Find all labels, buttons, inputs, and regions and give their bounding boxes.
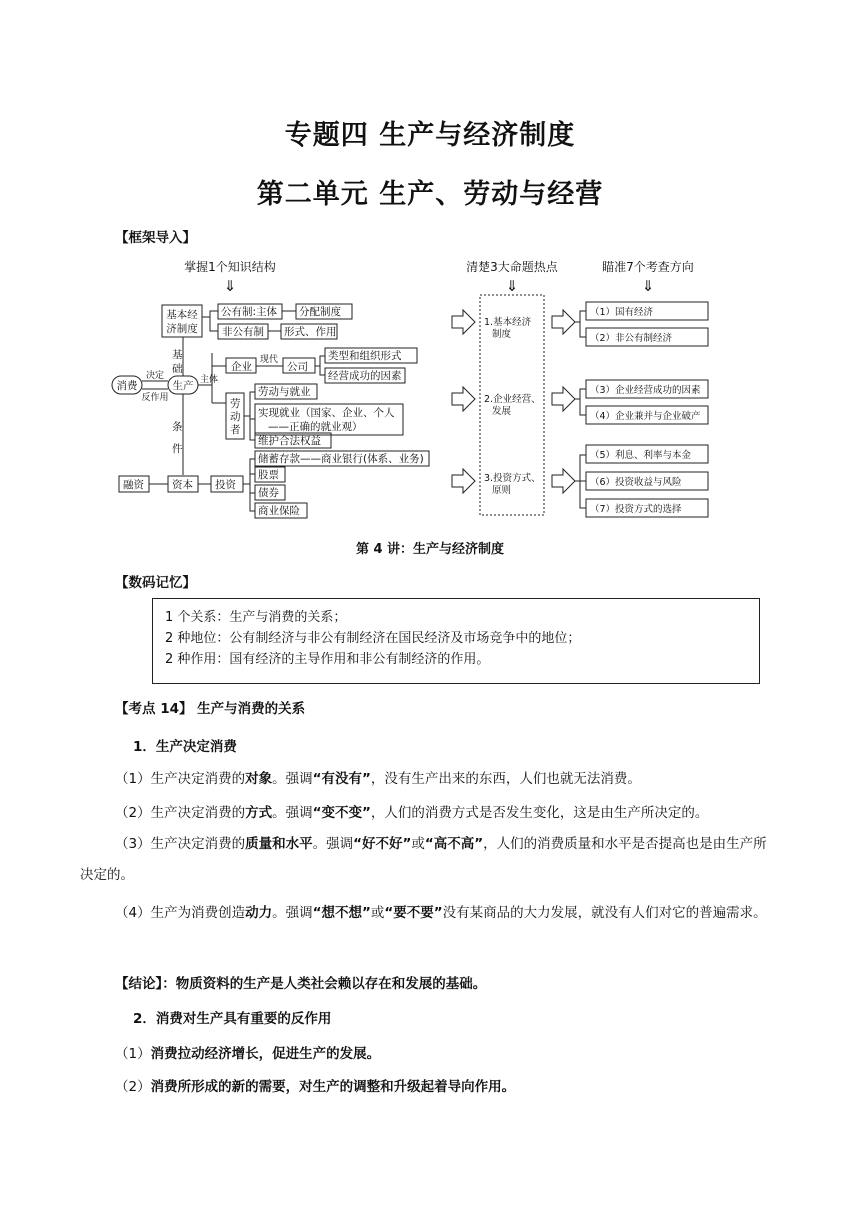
direction-4: （4）企业兼并与企业破产 [590,411,701,422]
framework-heading: 【框架导入】 [115,230,196,246]
realize-employment-line-1: 实现就业（国家、企业、个人 [258,407,395,419]
condition-char-1: 条 [172,421,183,433]
memory-line: 1 个关系：生产与消费的关系； [165,610,347,625]
stock-label: 股票 [258,469,279,481]
hotspot-1-line-2: 制度 [492,329,512,340]
rights-label: 维护合法权益 [258,435,321,447]
enterprise-node: 企业 [231,361,252,373]
paragraph-4: （4）生产为消费创造动力。强调“想不想”或“要不要”没有某商品的大力发展，就没有人们对它的普遍需求。 [115,905,767,921]
types-label: 类型和组织形式 [328,350,402,362]
decide-label: 决定 [145,371,165,381]
memory-box [152,598,760,684]
savings-label: 储蓄存款——商业银行(体系、业务) [258,453,424,465]
hotspot-2-line-1: 2.企业经营、 [484,394,541,405]
memory-line: 2 种作用：国有经济的主导作用和非公有制经济的作用。 [165,652,490,667]
mid-header: 清楚3大命题热点 [466,260,558,274]
laborer-char-1: 劳 [230,398,241,410]
realize-employment-line-2: ——正确的就业观） [268,421,363,433]
direction-6: （6）投资收益与风险 [590,477,682,488]
distribution-label: 分配制度 [299,306,341,318]
section-2-title: 2．消费对生产具有重要的反作用 [133,1011,332,1027]
hotspot-3-line-1: 3.投资方式、 [484,473,541,484]
hotspot-1-line-1: 1.基本经济 [484,317,532,328]
form-role-label: 形式、作用 [284,326,337,338]
laborer-char-2: 动 [230,411,241,423]
kaodian-heading: 【考点 14】 生产与消费的关系 [115,701,306,717]
basis-char-2: 础 [172,363,183,375]
down-arrow-icon: ⇓ [641,277,655,295]
page-subtitle: 第二单元 生产、劳动与经营 [256,179,604,210]
production-node: 生产 [172,380,194,392]
hotspot-2-line-2: 发展 [492,406,512,417]
condition-char-2: 件 [172,443,183,455]
main-body-label: 主体 [200,375,219,385]
conclusion: 【结论】：物质资料的生产是人类社会赖以存在和发展的基础。 [115,976,487,992]
page-title: 专题四 生产与经济制度 [284,120,576,151]
bond-label: 债券 [258,487,279,499]
paragraph-3: （3）生产决定消费的质量和水平。强调“好不好”或“高不高”，人们的消费质量和水平是否提高也是由生产所决定的。 [80,836,767,883]
insurance-label: 商业保险 [258,505,300,517]
consumption-node: 消费 [116,380,138,392]
basic-system-label-1: 基本经 [166,309,198,321]
left-header: 掌握1个知识结构 [184,260,276,274]
basic-system-label-2: 济制度 [166,323,198,335]
modern-label: 现代 [260,355,279,365]
nonpublic-label: 非公有制 [222,326,264,338]
basis-char-1: 基 [172,349,183,361]
knowledge-framework-diagram [100,255,720,527]
direction-7: （7）投资方式的选择 [590,504,682,515]
laborer-char-3: 者 [230,424,241,436]
down-arrow-icon: ⇓ [505,277,519,295]
down-arrow-icon: ⇓ [223,277,237,295]
direction-1: （1）国有经济 [590,307,654,318]
labor-employment-label: 劳动与就业 [258,386,311,398]
company-node: 公司 [287,361,308,373]
right-header: 瞄准7个考查方向 [602,260,694,274]
direction-2: （2）非公有制经济 [590,333,673,344]
section-2-item-2: （2）消费所形成的新的需要，对生产的调整和升级起着导向作用。 [115,1079,516,1095]
direction-3: （3）企业经营成功的因素 [590,385,701,396]
hotspot-3-line-2: 原则 [492,485,512,496]
capital-node: 资本 [172,479,193,491]
section-2-item-1: （1）消费拉动经济增长，促进生产的发展。 [115,1046,381,1062]
investment-node: 投资 [215,479,236,491]
financing-node: 融资 [123,479,144,491]
diagram-caption: 第 4 讲：生产与经济制度 [355,542,505,557]
memory-line: 2 种地位：公有制经济与非公有制经济在国民经济及市场竞争中的地位； [165,631,581,646]
react-label: 反作用 [141,393,169,403]
success-factors-label: 经营成功的因素 [328,370,402,382]
paragraph-2: （2）生产决定消费的方式。强调“变不变”，人们的消费方式是否发生变化，这是由生产所决定的。 [115,805,709,821]
memory-heading: 【数码记忆】 [115,575,196,591]
paragraph-1: （1）生产决定消费的对象。强调“有没有”，没有生产出来的东西，人们也就无法消费。 [115,771,641,787]
direction-5: （5）利息、利率与本金 [590,450,692,461]
section-1-title: 1．生产决定消费 [133,739,237,755]
public-ownership-label: 公有制:主体 [221,306,278,318]
